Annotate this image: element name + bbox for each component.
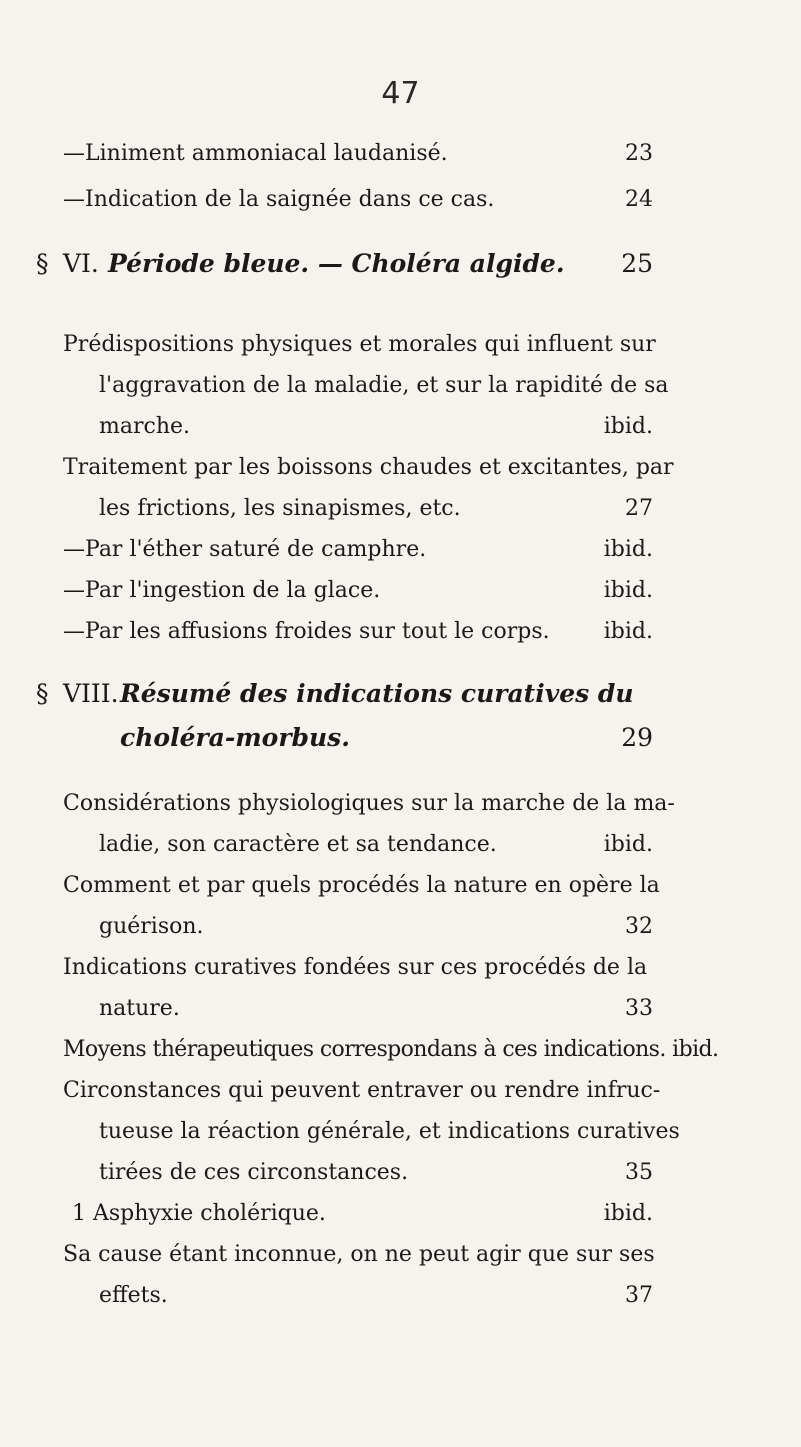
- entry-text: Comment et par quels procédés la nature en opère la: [63, 873, 660, 898]
- entry-text: Moyens thérapeutiques correspondans à ces indications. ibid.: [63, 1037, 719, 1062]
- entry-text: —Liniment ammoniacal laudanisé.: [63, 141, 448, 166]
- entry-text: Indications curatives fondées sur ces procédés de la: [63, 955, 648, 980]
- entry-text: Prédispositions physiques et morales qui influent sur: [63, 332, 656, 357]
- entry-text: l'aggravation de la maladie, et sur la rapidité de sa: [99, 373, 669, 398]
- entry-page: 37: [625, 1283, 653, 1308]
- section-mark: §: [36, 249, 49, 278]
- entry-text: marche.: [99, 414, 190, 439]
- entry-page: 32: [625, 914, 653, 939]
- entry-page: ibid.: [603, 578, 653, 603]
- entry-page: ibid.: [603, 414, 653, 439]
- entry-text: tirées de ces circonstances.: [99, 1160, 409, 1185]
- entry-text: guérison.: [99, 914, 204, 939]
- entry-page: 33: [625, 996, 653, 1021]
- entry-text: les frictions, les sinapismes, etc.: [99, 496, 461, 521]
- entry-page: ibid.: [603, 619, 653, 644]
- section-number: VIII.: [63, 679, 119, 708]
- entry-page: 35: [625, 1160, 653, 1185]
- entry-text: nature.: [99, 996, 180, 1021]
- entry-page: ibid.: [603, 1201, 653, 1226]
- entry-page: 23: [625, 141, 653, 166]
- section-number: VI.: [63, 249, 99, 278]
- entry-text: —Indication de la saignée dans ce cas.: [63, 187, 495, 212]
- section-title: Période bleue. — Choléra algide.: [108, 249, 565, 278]
- entry-text: —Par l'éther saturé de camphre.: [63, 537, 427, 562]
- entry-page: 24: [625, 187, 653, 212]
- entry-text: —Par les affusions froides sur tout le corps.: [63, 619, 550, 644]
- entry-text: Circonstances qui peuvent entraver ou rendre infruc-: [63, 1078, 661, 1103]
- section-title: choléra-morbus.: [120, 723, 350, 752]
- entry-text: ladie, son caractère et sa tendance.: [99, 832, 497, 857]
- entry-text: effets.: [99, 1283, 168, 1308]
- entry-text: tueuse la réaction générale, et indications curatives: [99, 1119, 680, 1144]
- page-number: 47: [381, 76, 420, 111]
- entry-page: ibid.: [603, 832, 653, 857]
- section-title: Résumé des indications curatives du: [120, 679, 634, 708]
- entry-page: 29: [621, 723, 653, 752]
- entry-page: 25: [621, 249, 653, 278]
- entry-page: 27: [625, 496, 653, 521]
- entry-text: Traitement par les boissons chaudes et excitantes, par: [63, 455, 674, 480]
- entry-text: Considérations physiologiques sur la marche de la ma-: [63, 791, 675, 816]
- entry-text: 1 Asphyxie cholérique.: [72, 1201, 326, 1226]
- entry-text: —Par l'ingestion de la glace.: [63, 578, 381, 603]
- entry-text: Sa cause étant inconnue, on ne peut agir que sur ses: [63, 1242, 655, 1267]
- section-mark: §: [36, 679, 49, 708]
- entry-page: ibid.: [603, 537, 653, 562]
